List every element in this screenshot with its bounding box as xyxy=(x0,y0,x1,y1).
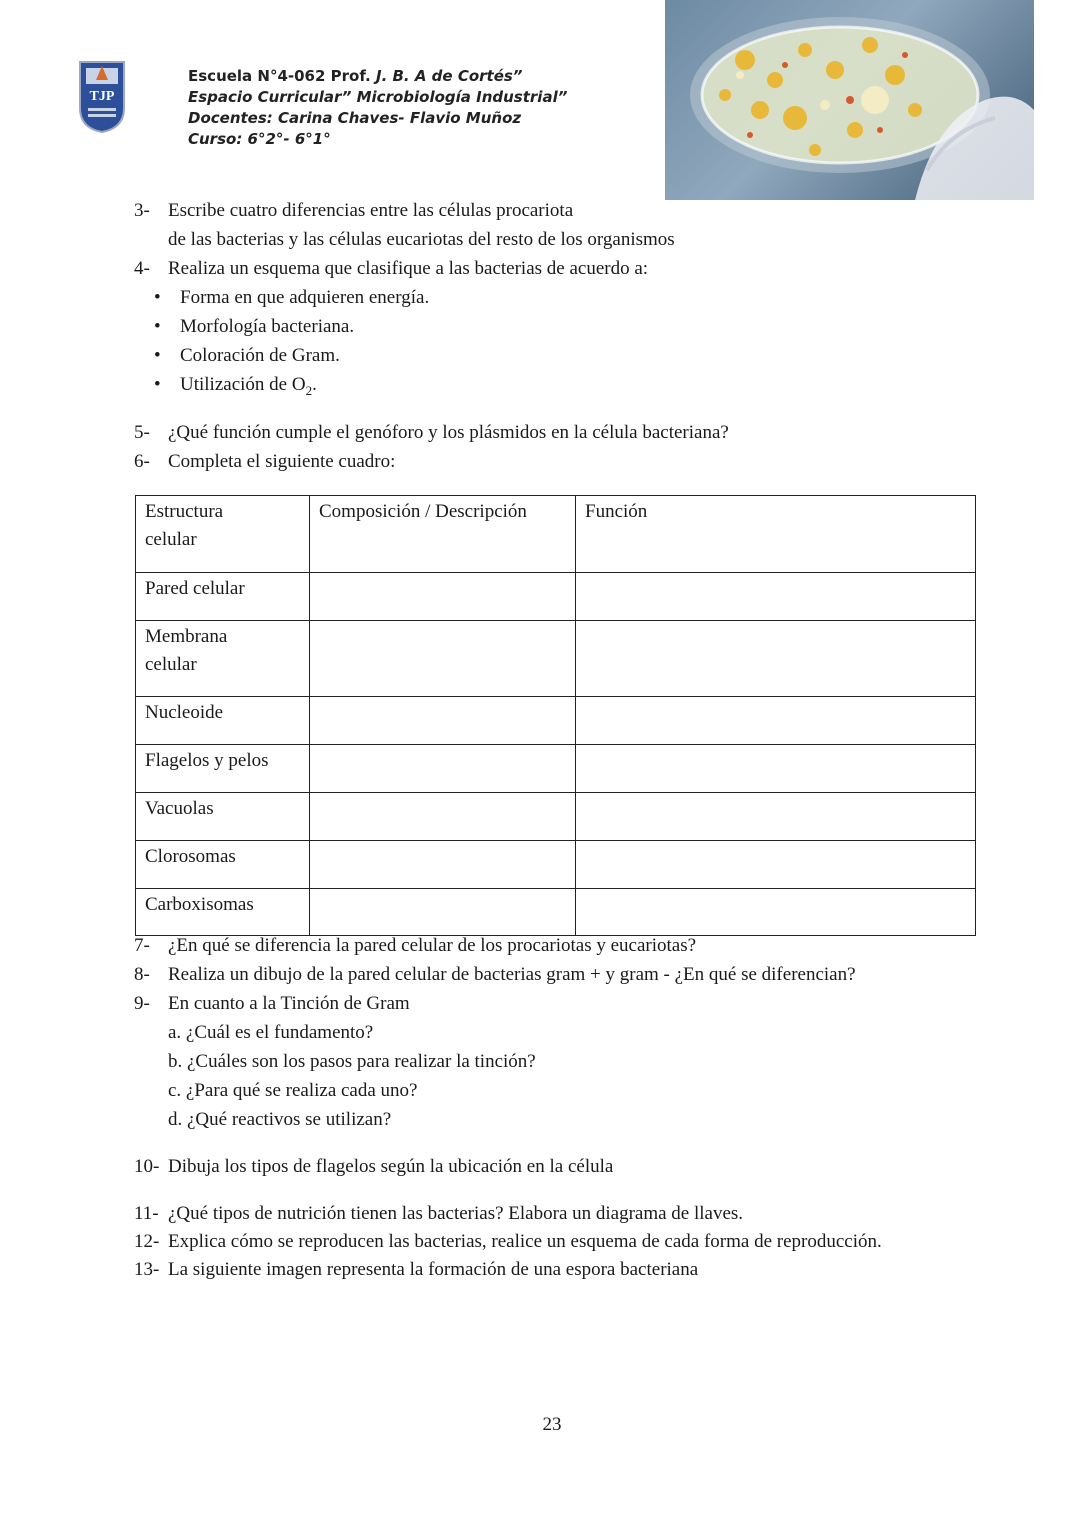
list-item: • Morfología bacteriana. xyxy=(154,316,355,337)
question-text: ¿Qué función cumple el genóforo y los plásmidos en la célula bacteriana? xyxy=(168,422,729,443)
question-text: Escribe cuatro diferencias entre las células procariota xyxy=(168,200,574,221)
cell-structure-table xyxy=(135,495,976,936)
table-cell: Vacuolas xyxy=(136,793,310,841)
table-cell xyxy=(310,793,576,841)
question-5 xyxy=(134,422,729,444)
document-header xyxy=(188,66,567,150)
table-cell xyxy=(576,793,976,841)
question-3-continuation: de las bacterias y las células eucariotas del resto de los organismos xyxy=(168,229,675,250)
school-logo xyxy=(76,58,128,134)
table-cell: Carboxisomas xyxy=(136,889,310,936)
question-13 xyxy=(134,1259,698,1281)
table-row xyxy=(136,573,976,621)
petri-dish-photo xyxy=(665,0,1034,200)
page-number: 23 xyxy=(542,1414,562,1435)
table-cell: Pared celular xyxy=(136,573,310,621)
table-cell xyxy=(310,841,576,889)
table-row xyxy=(136,621,976,697)
question-3 xyxy=(134,200,573,222)
bullet-icon: • xyxy=(154,316,161,337)
table-header-cell: Función xyxy=(576,496,976,573)
teachers-line: Docentes: Carina Chaves- Flavio Muñoz xyxy=(188,109,522,127)
table-header-cell: Estructura celular xyxy=(136,496,310,573)
question-10 xyxy=(134,1156,613,1178)
question-number: 7- xyxy=(134,935,150,956)
question-7 xyxy=(134,935,696,957)
table-cell xyxy=(310,573,576,621)
table-row xyxy=(136,697,976,745)
list-item: d. ¿Qué reactivos se utilizan? xyxy=(168,1109,392,1130)
table-cell: Clorosomas xyxy=(136,841,310,889)
table-cell xyxy=(310,889,576,936)
table-cell xyxy=(310,745,576,793)
question-8 xyxy=(134,964,856,986)
question-11 xyxy=(134,1203,743,1225)
list-item: a. ¿Cuál es el fundamento? xyxy=(168,1022,374,1043)
table-cell xyxy=(310,621,576,697)
list-item: • Coloración de Gram. xyxy=(154,345,340,366)
question-6 xyxy=(134,451,395,473)
question-number: 3- xyxy=(134,200,150,221)
subject-line: Espacio Curricular” Microbiología Industrial” xyxy=(188,88,568,106)
table-row xyxy=(136,889,976,936)
question-text: Realiza un dibujo de la pared celular de bacterias gram + y gram - ¿En qué se diferencian? xyxy=(168,964,856,985)
question-number: 6- xyxy=(134,451,150,472)
table-cell xyxy=(576,841,976,889)
table-cell: Nucleoide xyxy=(136,697,310,745)
question-number: 13- xyxy=(134,1259,160,1280)
list-item: b. ¿Cuáles son los pasos para realizar la tinción? xyxy=(168,1051,536,1072)
question-text: ¿En qué se diferencia la pared celular de los procariotas y eucariotas? xyxy=(168,935,697,956)
question-text: Explica cómo se reproducen las bacterias, realice un esquema de cada forma de reproducción. xyxy=(168,1231,882,1252)
question-text: Completa el siguiente cuadro: xyxy=(168,451,396,472)
table-row xyxy=(136,745,976,793)
logo-text: TJP xyxy=(89,89,115,104)
table-cell xyxy=(576,745,976,793)
question-number: 10- xyxy=(134,1156,160,1177)
question-number: 8- xyxy=(134,964,150,985)
school-line: Escuela N°4-062 Prof. J. B. A de Cortés” xyxy=(188,67,523,85)
question-text: Realiza un esquema que clasifique a las bacterias de acuerdo a: xyxy=(168,258,649,279)
table-cell xyxy=(576,573,976,621)
question-text: En cuanto a la Tinción de Gram xyxy=(168,993,410,1014)
question-text: ¿Qué tipos de nutrición tienen las bacterias? Elabora un diagrama de llaves. xyxy=(168,1203,744,1224)
table-cell: Flagelos y pelos xyxy=(136,745,310,793)
list-item: c. ¿Para qué se realiza cada uno? xyxy=(168,1080,418,1101)
question-number: 5- xyxy=(134,422,150,443)
bullet-icon: • xyxy=(154,374,161,395)
table-row xyxy=(136,841,976,889)
table-cell: Membrana celular xyxy=(136,621,310,697)
list-item: • Forma en que adquieren energía. xyxy=(154,287,430,308)
list-item: • Utilización de $O_2$. xyxy=(154,374,317,398)
table-header-cell: Composición / Descripción xyxy=(310,496,576,573)
table-cell xyxy=(576,621,976,697)
question-text: La siguiente imagen representa la formación de una espora bacteriana xyxy=(168,1259,699,1280)
question-number: 9- xyxy=(134,993,150,1014)
question-9 xyxy=(134,993,410,1015)
question-number: 4- xyxy=(134,258,150,279)
table-cell xyxy=(310,697,576,745)
course-line: Curso: 6°2°- 6°1° xyxy=(188,130,331,148)
table-header-row xyxy=(136,496,976,573)
table-cell xyxy=(576,697,976,745)
table-cell xyxy=(576,889,976,936)
question-text: Dibuja los tipos de flagelos según la ubicación en la célula xyxy=(168,1156,614,1177)
question-12 xyxy=(134,1231,882,1253)
question-number: 11- xyxy=(134,1203,159,1224)
question-number: 12- xyxy=(134,1231,160,1252)
table-row xyxy=(136,793,976,841)
question-4 xyxy=(134,258,648,280)
bullet-icon: • xyxy=(154,345,161,366)
bullet-icon: • xyxy=(154,287,161,308)
